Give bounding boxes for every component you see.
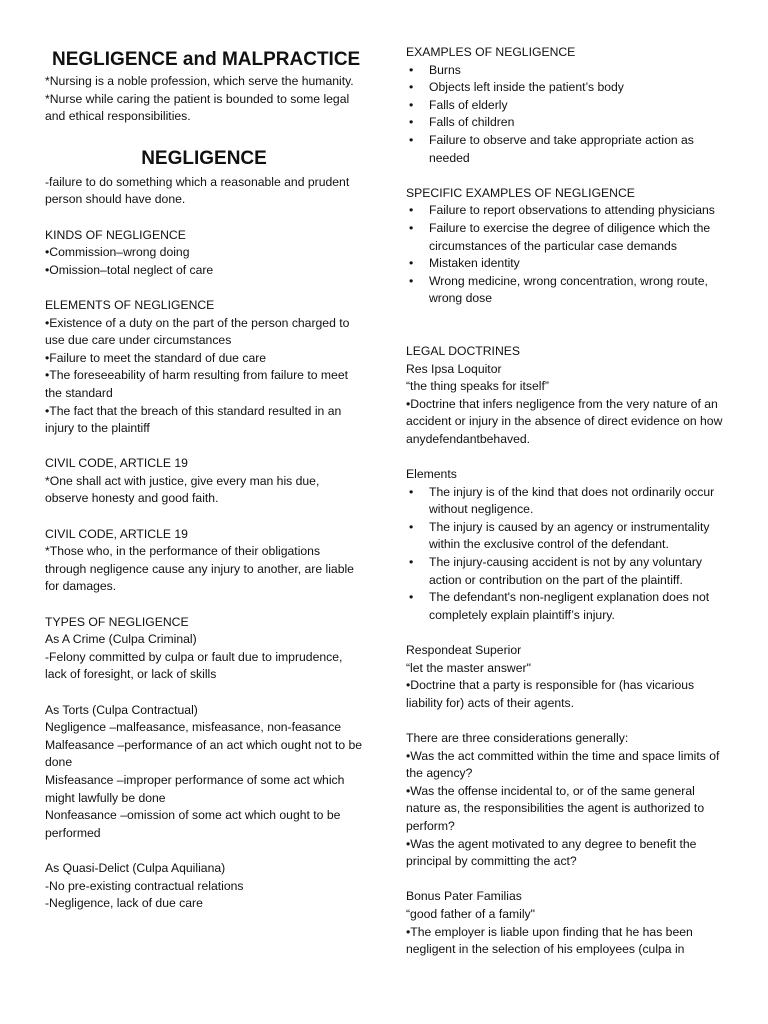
subheading: Bonus Pater Familias [406,889,522,904]
list-item: •Failure to meet the standard of due care [45,350,267,365]
list-item: •Existence of a duty on the part of the person charged to use due care under circumstances [45,315,350,348]
specific-examples-list [406,202,724,308]
section-heading: CIVIL CODE, ARTICLE 19 [45,526,188,541]
list-item: • Burns [406,62,724,80]
list-item: -No pre-existing contractual relations [45,878,244,893]
elements-list [406,484,724,625]
paragraph: •The employer is liable upon finding that he has been negligent in the selection of his employees (culpa in [406,924,693,957]
list-item: • Failure to observe and take appropriate action as needed [406,132,724,167]
list-item: • Mistaken identity [406,255,724,273]
document-title: NEGLIGENCE and MALPRACTICE [52,49,361,70]
list-item: Negligence –malfeasance, misfeasance, non-feasance [45,720,342,735]
list-item: •Commission–wrong doing [45,245,190,260]
list-item: •The fact that the breach of this standard resulted in an injury to the plaintiff [45,403,342,436]
right-column [406,44,724,959]
subheading: As A Crime (Culpa Criminal) [45,632,197,647]
intro-line: *Nursing is a noble profession, which serve the humanity. [45,74,354,88]
list-item: •Was the offense incidental to, or of the same general nature as, the responsibilities the agent is authorized to perform? [406,783,705,833]
definition-text: -failure to do something which a reasonable and prudent person should have done. [45,174,350,207]
paragraph: *One shall act with justice, give every man his due, observe honesty and good faith. [45,473,320,506]
paragraph: •Doctrine that a party is responsible for (has vicarious liability for) acts of their agents. [406,678,695,710]
left-column [45,44,363,913]
examples-list [406,62,724,168]
list-item: • The injury-causing accident is not by any voluntary action or contribution on the part of the plaintiff. [406,554,724,589]
paragraph: •Doctrine that infers negligence from the very nature of an accident or injury in the absence of direct evidence on how anydefendantbehaved. [406,396,723,446]
list-item: •Omission–total neglect of care [45,262,214,277]
list-item: •Was the act committed within the time and space limits of the agency? [406,748,720,781]
section-heading: LEGAL DOCTRINES [406,343,521,358]
section-heading: SPECIFIC EXAMPLES OF NEGLIGENCE [406,185,635,200]
intro-line: *Nurse while caring the patient is bounded to some legal and ethical responsibilities. [45,91,350,124]
section-heading: Elements [406,467,457,482]
list-item: •The foreseeability of harm resulting from failure to meet the standard [45,368,348,400]
quote: “good father of a family" [406,906,535,921]
list-item: • Falls of elderly [406,97,724,115]
paragraph: -Felony committed by culpa or fault due to imprudence, lack of foresight, or lack of skills [45,649,343,682]
list-item: •Was the agent motivated to any degree to benefit the principal by committing the act? [406,836,697,869]
section-heading: ELEMENTS OF NEGLIGENCE [45,297,215,312]
list-item: • Wrong medicine, wrong concentration, wrong route, wrong dose [406,273,724,308]
list-item: Misfeasance –improper performance of some act which might lawfully be done [45,772,345,805]
list-item: -Negligence, lack of due care [45,896,203,911]
section-heading: EXAMPLES OF NEGLIGENCE [406,45,576,59]
list-item: Nonfeasance –omission of some act which ought to be performed [45,808,341,840]
paragraph: *Those who, in the performance of their obligations through negligence cause any injury to another, are liable for damages. [45,544,354,594]
list-item: • The injury is of the kind that does not ordinarily occur without negligence. [406,484,724,519]
section-title: NEGLIGENCE [141,147,267,169]
section-heading: KINDS OF NEGLIGENCE [45,227,186,242]
list-item: • Failure to report observations to attending physicians [406,202,724,220]
subheading: As Torts (Culpa Contractual) [45,702,198,717]
list-item: • Falls of children [406,114,724,132]
section-heading: There are three considerations generally: [406,730,629,745]
list-item: Malfeasance –performance of an act which ought not to be done [45,737,363,770]
list-item: • Failure to exercise the degree of diligence which the circumstances of the particular case demands [406,220,724,255]
subheading: As Quasi-Delict (Culpa Aquiliana) [45,860,226,875]
quote: “the thing speaks for itself” [406,379,549,394]
list-item: • Objects left inside the patient’s body [406,79,724,97]
section-heading: CIVIL CODE, ARTICLE 19 [45,456,188,471]
section-heading: TYPES OF NEGLIGENCE [45,614,189,629]
subheading: Res Ipsa Loquitor [406,361,502,376]
subheading: Respondeat Superior [406,643,522,657]
list-item: • The defendant's non-negligent explanation does not completely explain plaintiff’s injury. [406,589,724,624]
quote: “let the master answer" [406,660,531,675]
list-item: • The injury is caused by an agency or instrumentality within the exclusive control of the defendant. [406,519,724,554]
